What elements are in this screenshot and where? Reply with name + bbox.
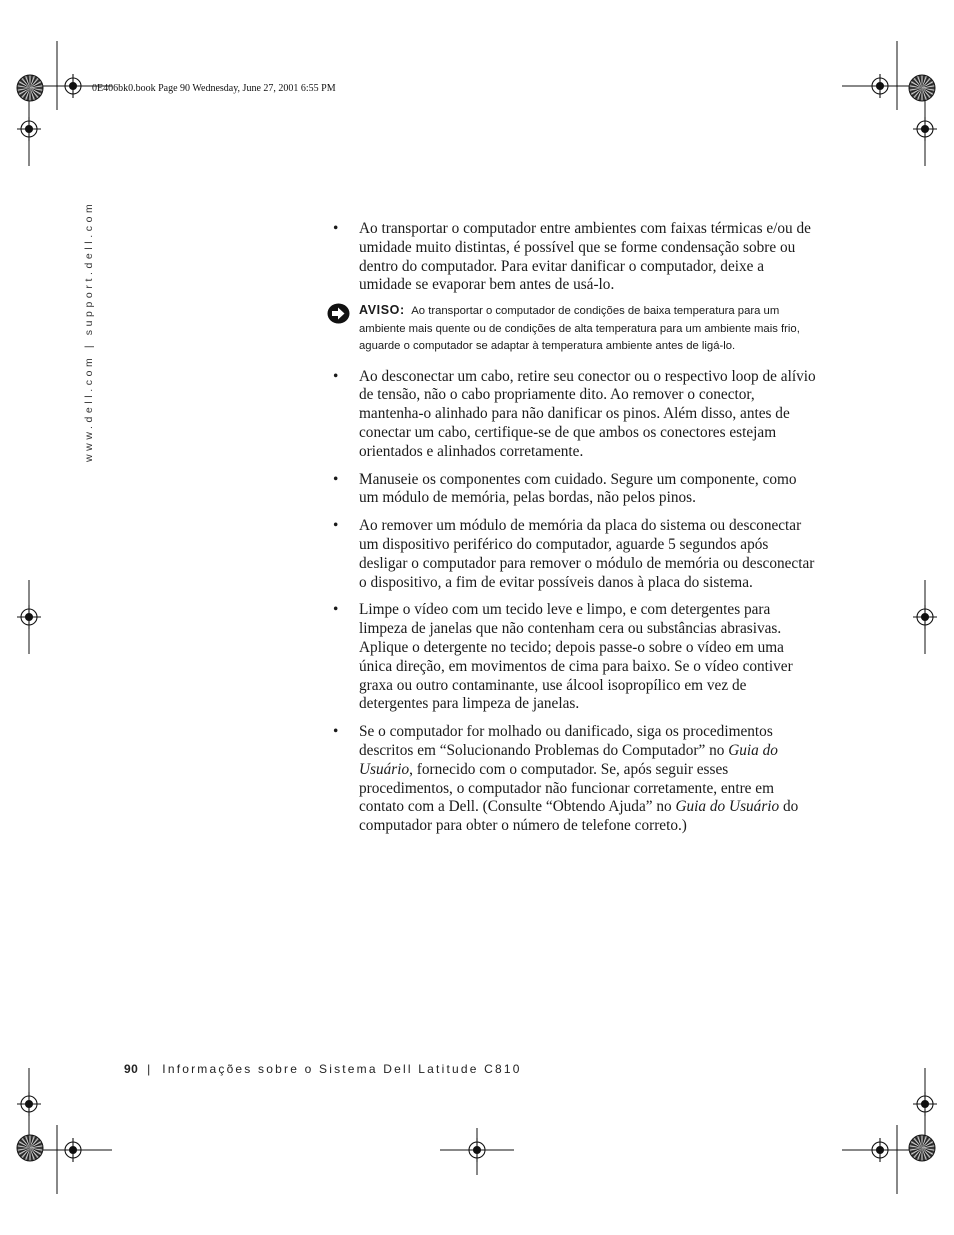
item-text: Ao desconectar um cabo, retire seu conector ou o respectivo loop de alívio de tensão, não o cabo propriamente dito. Ao remover o conector, mantenha-o alinhado para não danificar os pinos. Além disso, antes de conectar um cabo, certifique-se de que ambos os conectores estejam orientados e alinhados corretamente. — [359, 367, 816, 460]
item-emphasis: Guia do Usuário — [675, 798, 780, 816]
page-footer — [124, 1062, 522, 1076]
list-item — [332, 220, 818, 295]
starburst-mark-icon — [909, 1135, 935, 1161]
item-text: Manuseie os componentes com cuidado. Segure um componente, como um módulo de memória, pelas bordas, não pelos pinos. — [359, 470, 797, 507]
registration-target-icon — [913, 1092, 937, 1116]
bullet: • — [333, 367, 339, 385]
list-item — [332, 601, 818, 714]
side-url: www.dell.com | support.dell.com — [83, 200, 95, 462]
print-slug: 0E406bk0.book Page 90 Wednesday, June 27, 2001 6:55 PM — [92, 83, 336, 94]
registration-target-icon — [913, 605, 937, 629]
notice-label: AVISO: — [359, 303, 405, 318]
item-emphasis: Guia do Usuário — [359, 742, 778, 778]
registration-target-icon — [868, 74, 892, 98]
item-text-part: Se o computador for molhado ou danificado, siga os procedimentos descritos em “Solucionando Problemas do Computador” no — [359, 723, 773, 760]
footer-separator: | — [147, 1062, 151, 1076]
notice-arrow-icon — [327, 303, 350, 324]
item-text: Ao transportar o computador entre ambientes com faixas térmicas e/ou de umidade muito distintas, é possível que se forme condensação sobre ou dentro do computador. Para evitar danificar o computador, deixe a umidade se evaporar bem antes de usá-lo. — [359, 220, 811, 294]
registration-target-icon — [61, 1138, 85, 1162]
item-text: Ao remover um módulo de memória da placa do sistema ou desconectar um dispositivo periférico do computador, aguarde 5 segundos após desligar o computador para remover o módulo de memória ou desconectar o dispositivo, a fim de evitar possíveis danos à placa do sistema. — [359, 517, 815, 591]
notice — [332, 302, 818, 356]
list-item — [332, 517, 818, 592]
registration-target-icon — [61, 74, 85, 98]
list-item — [332, 723, 818, 836]
item-text-part: , fornecido com o computador. Se, após seguir esses procedimentos, o computador não funcionar corretamente, entre em contato com a Dell. (Consulte “Obtendo Ajuda” no — [359, 760, 774, 816]
starburst-mark-icon — [909, 75, 935, 101]
registration-target-icon — [913, 117, 937, 141]
bullet: • — [333, 220, 339, 237]
item-text-part: do computador para obter o número de telefone correto.) — [359, 798, 799, 835]
notice-text: Ao transportar o computador de condições de baixa temperatura para um ambiente mais quente ou de condições de alta temperatura para um ambiente mais frio, aguarde o computador se adaptar à temperatura ambiente antes de ligá-lo. — [359, 305, 800, 353]
bullet: • — [333, 601, 339, 619]
page-content — [332, 220, 818, 845]
item-text: Limpe o vídeo com um tecido leve e limpo, e com detergentes para limpeza de janelas que não contenham cera ou substâncias abrasivas. Aplique o detergente no tecido; depois passe-o sobre o vídeo em uma única direção, em movimentos de cima para baixo. Se o vídeo contiver graxa ou outro contaminante, use álcool isopropílico em vez de detergentes para limpeza de janelas. — [359, 601, 793, 713]
bullet: • — [333, 517, 339, 535]
footer-title: Informações sobre o Sistema Dell Latitude C810 — [162, 1062, 522, 1076]
page-number: 90 — [124, 1062, 139, 1076]
registration-target-icon — [17, 605, 41, 629]
starburst-mark-icon — [17, 1135, 43, 1161]
starburst-mark-icon — [17, 75, 43, 101]
registration-target-icon — [17, 1092, 41, 1116]
registration-target-icon — [465, 1138, 489, 1162]
list-item — [332, 368, 818, 462]
registration-target-icon — [868, 1138, 892, 1162]
bullet: • — [333, 723, 339, 741]
bullet: • — [333, 470, 339, 488]
registration-target-icon — [17, 117, 41, 141]
list-item — [332, 471, 818, 509]
